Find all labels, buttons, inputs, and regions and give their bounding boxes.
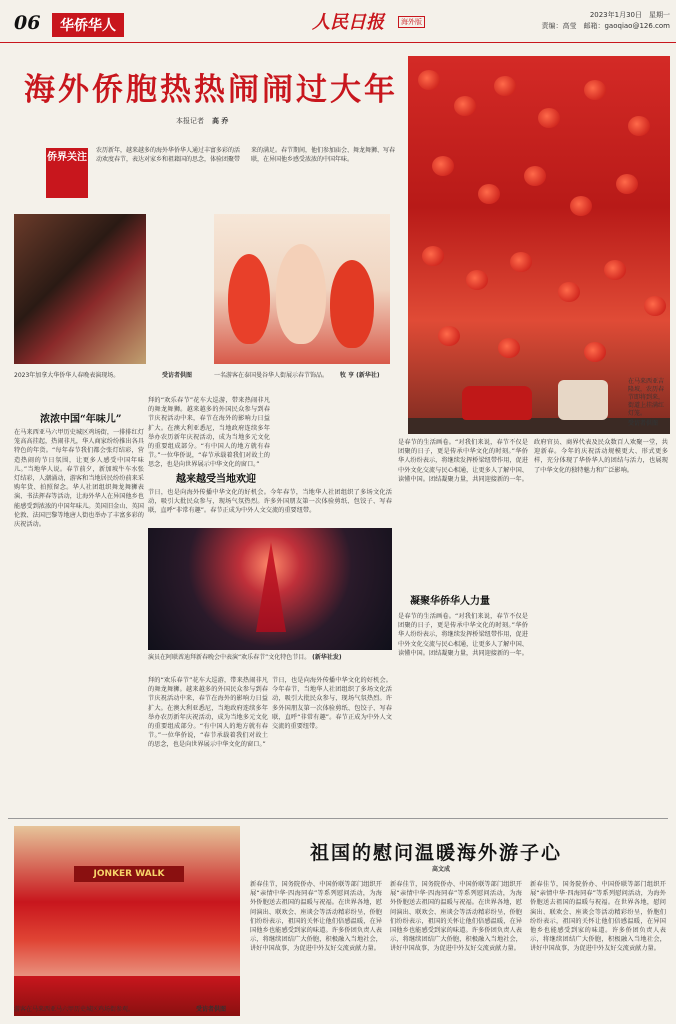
gate-sign: JONKER WALK bbox=[74, 866, 184, 882]
lantern-tree bbox=[256, 542, 286, 632]
section-heading-1: 浓浓中国“年味儿” bbox=[40, 414, 122, 425]
gala-photo bbox=[14, 214, 146, 364]
bottom-column-1: 新春佳节，国务院侨办、中国侨联等部门组织开展“亲情中华·四海同春”等系列慰问活动，为海外侨胞送去祖国的温暖与祝福。在世界各地，慰问演出、联欢会、座谈会等活动精彩纷呈，侨胞们纷纷表示，祖国的关怀让他们倍感温暖，在异国他乡也能感受到家的味道。许多侨团负责人表示，将继续团结广大侨胞，积极融入当地社会，讲好中国故事，为促进中外友好交流贡献力量。 bbox=[250, 881, 382, 953]
editor-line: 责编：高莹 邮箱：gaoqiao@126.com bbox=[541, 22, 670, 30]
body-column-2b: 节日，也是向海外传播中华文化的好机会。今年春节，当地华人社团组织了多场文化活动，吸引大批民众参与，现场气氛热烈。许多外国朋友第一次体验剪纸、包饺子、写春联，直呼“非常有趣”。春节正成为中外人文交流的重要纽带。 bbox=[148, 489, 392, 515]
page-number: 06 bbox=[14, 12, 41, 34]
stage-photo-caption: 演员在阿联酋迪拜新春晚会中表演“欢乐春节”文化特色节目。 (新华社发) bbox=[148, 654, 342, 661]
section-heading-3: 凝聚华侨华人力量 bbox=[410, 596, 490, 607]
body-column-1: 在马来西亚马六甲历史城区鸡场街，一排排红灯笼高高挂起，热闹非凡，华人商家纷纷推出各具特色的年货。“每年春节我们都会张灯结彩，营造热闹的节日氛围，让更多人感受中国年味儿。”当地华人说。春节前夕，新加坡牛车水张灯结彩，人潮涌动，游客和当地居民纷纷前来采购年货、拍照留念。华人社团组织舞龙舞狮表演、书法挥春等活动，让海外华人在异国他乡也能感受到浓浓的中国年味儿。美国旧金山、英国伦敦、法国巴黎等地唐人街也举办了丰富多彩的庆祝活动。 bbox=[14, 429, 144, 529]
byline-name: 高 乔 bbox=[212, 117, 229, 125]
byline-role: 本报记者 bbox=[176, 117, 204, 125]
body-column-4b: 是春节的生活画卷。“对我们来说，春节不仅是团聚的日子，更是传承中华文化的时刻。”华侨华人纷纷表示，将继续发挥桥梁纽带作用，促进中外文化交流与民心相通，让更多人了解中国、读懂中国。团结凝聚力量，共同迎接新的一年。 bbox=[398, 613, 528, 657]
body-column-4: 是春节的生活画卷。“对我们来说，春节不仅是团聚的日子，更是传承中华文化的时刻。”华侨华人纷纷表示，将继续发挥桥梁纽带作用，促进中外文化交流与民心相通，让更多人了解中国、读懂中国。团结凝聚力量，共同迎接新的一年。 bbox=[398, 439, 528, 483]
section-heading-2: 越来越受当地欢迎 bbox=[176, 474, 256, 485]
body-column-5: 政府官员、商界代表及民众数百人欢聚一堂，共迎新春。今年的庆祝活动规模更大、形式更多样，充分体现了华侨华人的团结与活力，也展现了中华文化的独特魅力和广泛影响。 bbox=[534, 439, 668, 474]
mid-photo-caption: 一名游客在泰国曼谷华人街展示春节饰品。 bbox=[214, 372, 329, 379]
body-column-3: 节日，也是向海外传播中华文化的好机会。今年春节，当地华人社团组织了多场文化活动，吸引大批民众参与，现场气氛热烈。许多外国朋友第一次体验剪纸、包饺子、写春联，直呼“非常有趣”。春节正成为中外人文交流的重要纽带。 bbox=[272, 677, 392, 731]
header-info bbox=[540, 10, 670, 32]
section-label: 华侨华人 bbox=[52, 13, 124, 37]
paper-edition: 海外版 bbox=[398, 16, 425, 28]
body-column-2c: 拜的“欢乐春节”花车大巡游，带来热闹非凡的舞龙舞狮。越来越多的外国民众参与到春节庆祝活动中来，春节在海外的影响力日益扩大。在澳大利亚悉尼，当地政府连续多年举办农历新年庆祝活动，成为当地多元文化的重要组成部分。“有中国人的地方就有春节。”一位华侨说，“春节承载着我们对故土的思念，也是向世界展示中华文化的窗口。” bbox=[148, 677, 268, 749]
left-photo-caption: 2023年加拿大华侨华人春晚表演现场。 bbox=[14, 372, 120, 379]
bunny-photo bbox=[214, 214, 390, 364]
bottom-author: 高文成 bbox=[432, 866, 451, 873]
jonker-walk-photo bbox=[14, 826, 240, 1016]
red-car bbox=[462, 386, 532, 420]
bottom-article-title: 祖国的慰问温暖海外游子心 bbox=[310, 842, 563, 864]
issue-date: 2023年1月30日 星期一 bbox=[589, 11, 670, 19]
bottom-column-3: 新春佳节，国务院侨办、中国侨联等部门组织开展“亲情中华·四海同春”等系列慰问活动，为海外侨胞送去祖国的温暖与祝福。在世界各地，慰问演出、联欢会、座谈会等活动精彩纷呈，侨胞们纷纷表示，祖国的关怀让他们倍感温暖，在异国他乡也能感受到家的味道。许多侨团负责人表示，将继续团结广大侨胞，积极融入当地社会，讲好中国故事，为促进中外友好交流贡献力量。 bbox=[530, 881, 666, 953]
body-column-2: 拜的“欢乐春节”花车大巡游，带来热闹非凡的舞龙舞狮。越来越多的外国民众参与到春节庆祝活动中来，春节在海外的影响力日益扩大。在澳大利亚悉尼，当地政府连续多年举办农历新年庆祝活动，成为当地多元文化的重要组成部分。“有中国人的地方就有春节。”一位华侨说，“春节承载着我们对故土的思念，也是向世界展示中华文化的窗口。” bbox=[148, 397, 270, 469]
article-title: 海外侨胞热热闹闹过大年 bbox=[24, 72, 398, 108]
white-car bbox=[558, 380, 608, 420]
mid-photo-credit: 牧 亨 (新华社) bbox=[340, 372, 380, 379]
left-photo-credit: 受访者供图 bbox=[162, 372, 193, 379]
column-tag: 侨界关注 bbox=[46, 148, 88, 198]
byline bbox=[176, 116, 228, 126]
article-intro: 农历新年，越来越多的海外华侨华人通过丰富多彩的活动欢度春节，表达对家乡和祖籍国的思念，体验团聚带来的满足。春节期间，他们参加庙会、舞龙舞狮、写春联，在异国他乡感受浓浓的中国年味。 bbox=[96, 147, 396, 163]
bottom-column-2: 新春佳节，国务院侨办、中国侨联等部门组织开展“亲情中华·四海同春”等系列慰问活动，为海外侨胞送去祖国的温暖与祝福。在世界各地，慰问演出、联欢会、座谈会等活动精彩纷呈，侨胞们纷纷表示，祖国的关怀让他们倍感温暖，在异国他乡也能感受到家的味道。许多侨团负责人表示，将继续团结广大侨胞，积极融入当地社会，讲好中国故事，为促进中外友好交流贡献力量。 bbox=[390, 881, 522, 953]
paper-logo: 人民日报 bbox=[312, 12, 384, 33]
bottom-photo-caption: 游客在马来西亚马六甲历史城区鸡场街参观。 bbox=[14, 1006, 135, 1013]
stage-photo bbox=[148, 528, 392, 650]
bottom-photo-credit: 受访者供图 bbox=[196, 1006, 227, 1013]
divider bbox=[8, 818, 668, 819]
right-photo-caption: 在马来西亚吉隆坡，农历春节即将到来，街道上挂满红灯笼。 受访者供图 bbox=[628, 378, 665, 427]
